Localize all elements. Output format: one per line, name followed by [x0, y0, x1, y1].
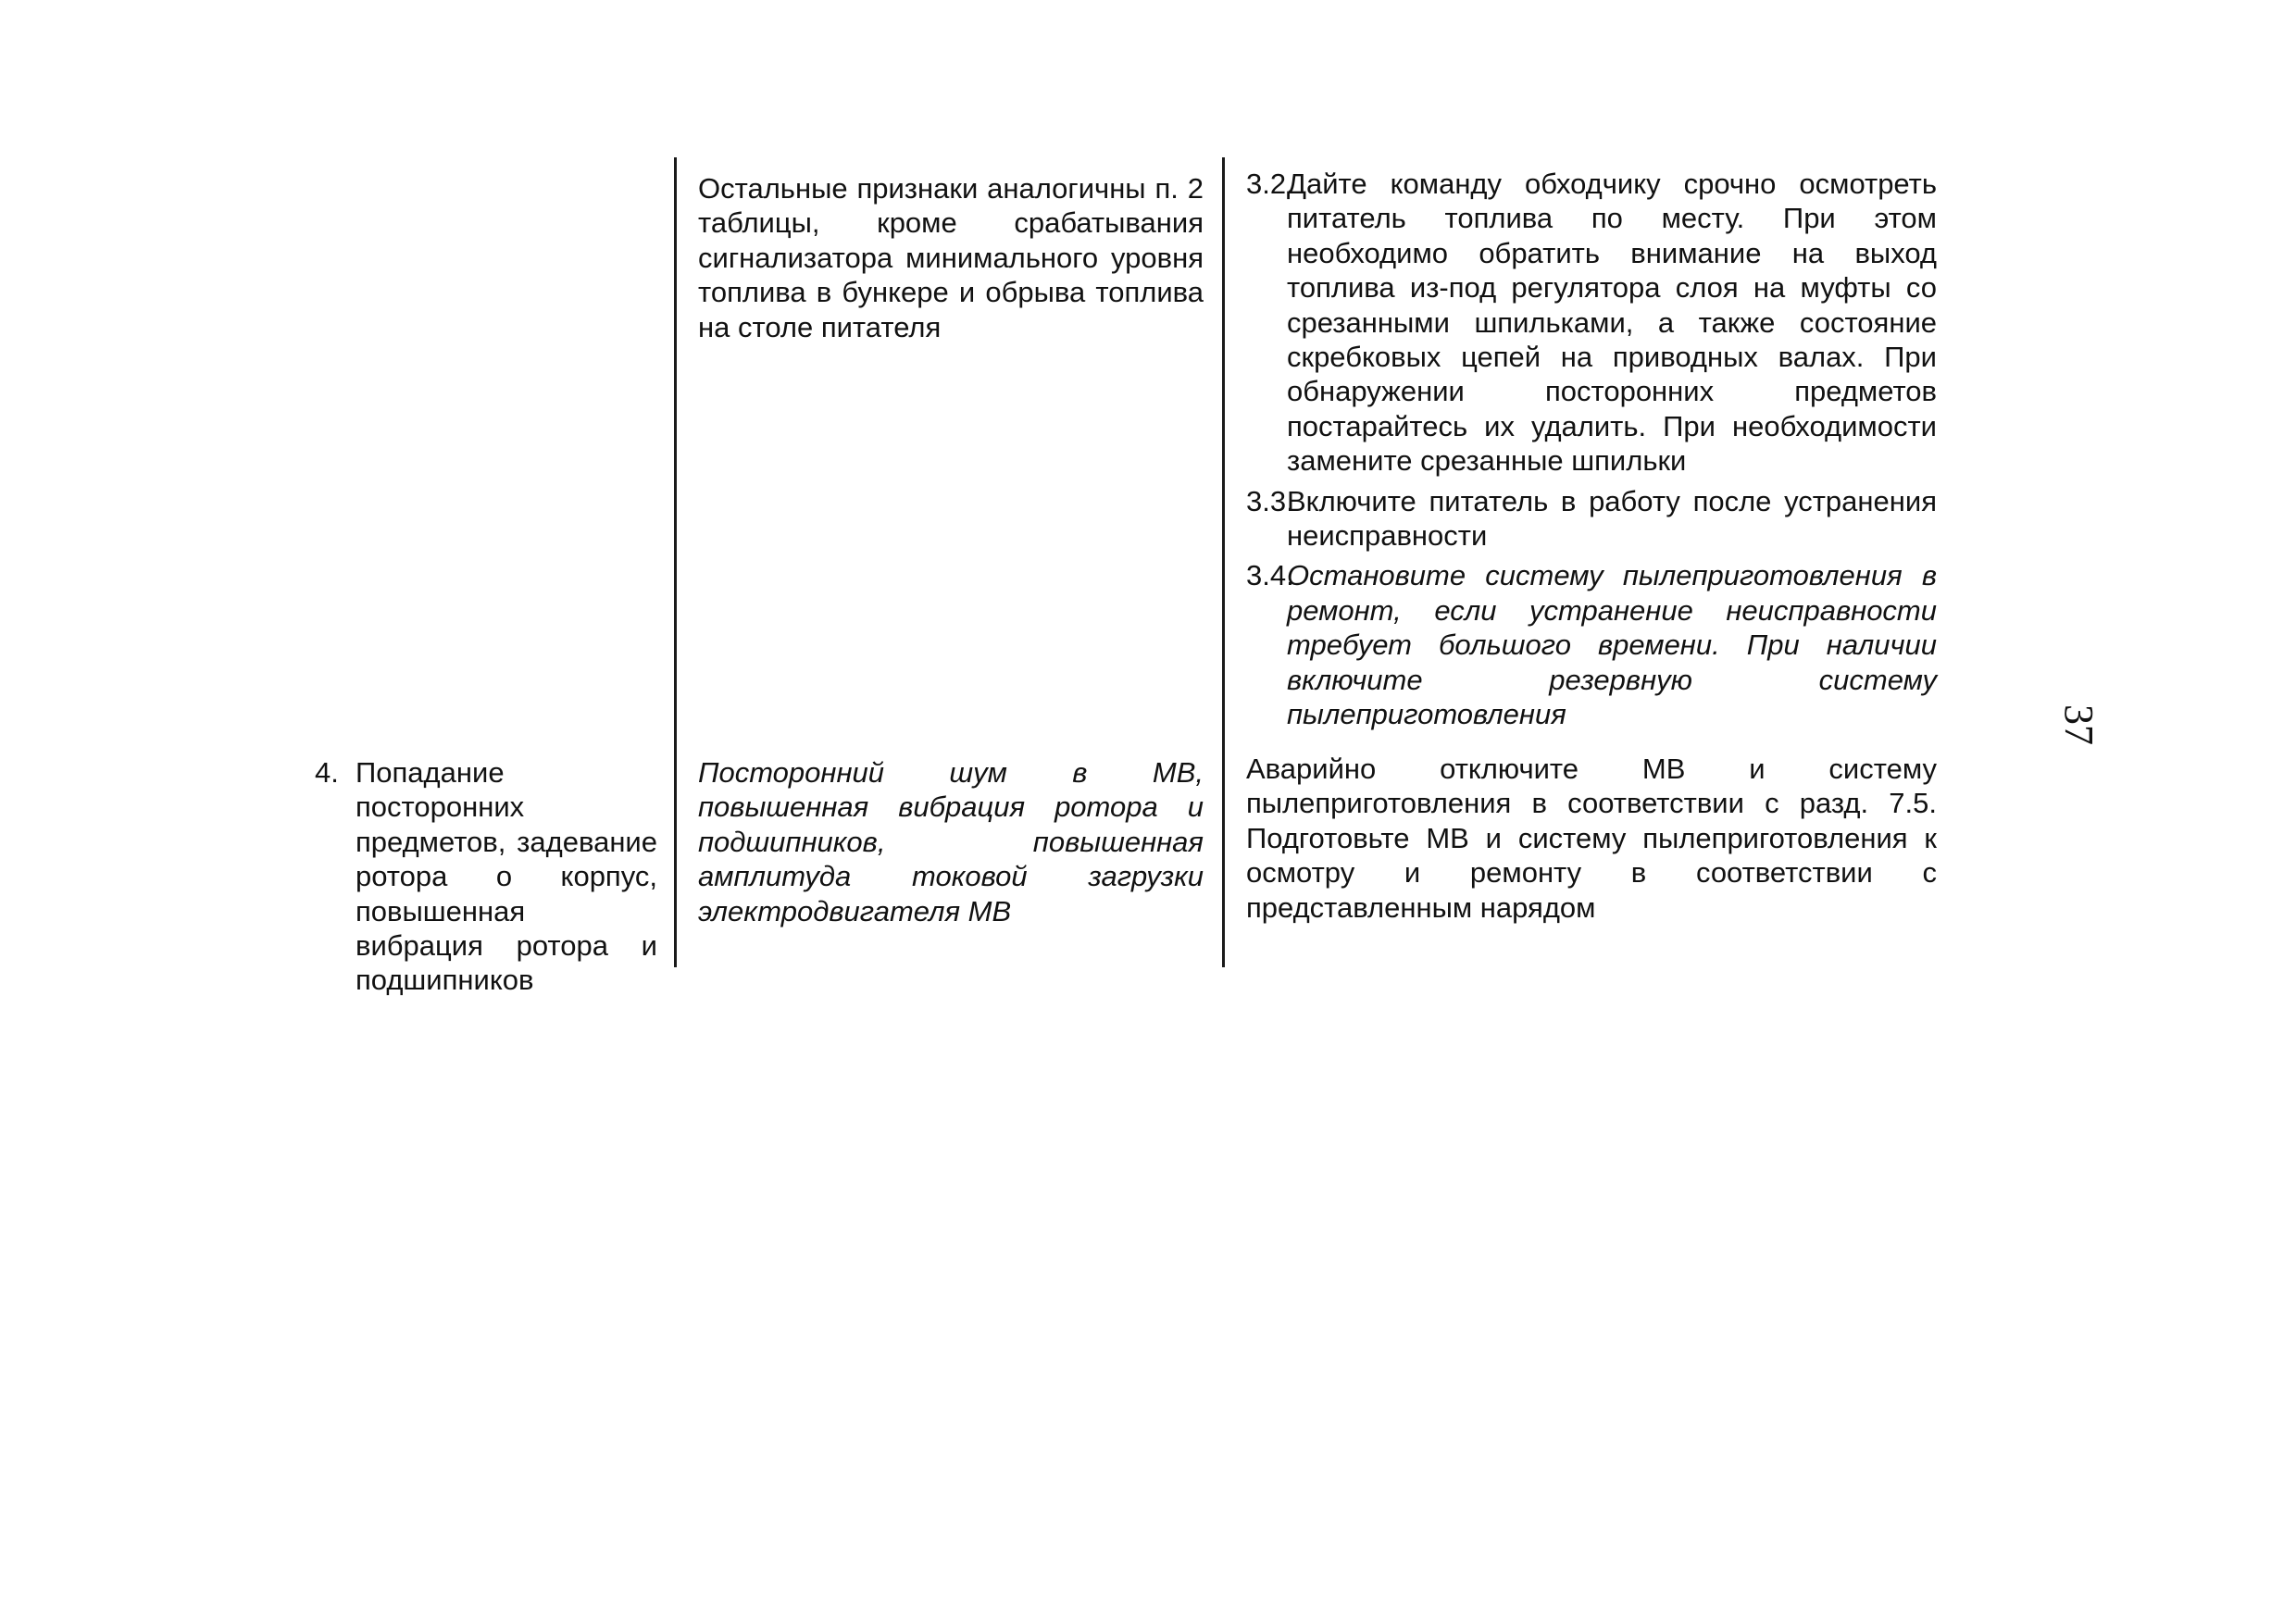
row1-signs-text: Остальные признаки аналогичны п. 2 таблицы, кроме срабатывания сигнализатора минимального уровня топлива в бункере и обрыва топлива на столе питателя — [698, 172, 1204, 343]
row2-signs-cell — [698, 755, 1204, 928]
cause-item-4 — [315, 755, 657, 998]
action-item-3-2 — [1246, 167, 1937, 479]
row2-cause-cell — [315, 755, 657, 998]
action-text: Дайте команду обходчику срочно осмотреть питатель топлива по месту. При этом необходимо обратить внимание на выход топлива из-под регулятора слоя на муфты со срезанными шпильками, а также состояние скребковых цепей на приводных валах. При обнаружении посторонних предметов постарайтесь их удалить. При необходимости замените срезанные шпильки — [1287, 168, 1937, 478]
action-item-3-3 — [1246, 484, 1937, 554]
action-number: 3.3. — [1246, 484, 1294, 517]
action-text: Включите питатель в работу после устранения неисправности — [1287, 484, 1937, 553]
row1-actions-cell — [1246, 167, 1937, 732]
column-divider-left — [674, 157, 677, 967]
cause-text: Попадание посторонних предметов, задевание ротора о корпус, повышенная вибрация ротора и подшипников — [356, 756, 657, 997]
row1-signs-cell — [698, 171, 1204, 344]
action-number: 3.4. — [1246, 559, 1294, 592]
action-text: Остановите систему пылеприготовления в ремонт, если устранение неисправности требует большого времени. При наличии включите резервную систему пылеприготовления — [1287, 559, 1937, 731]
row2-signs-text: Посторонний шум в МВ, повышенная вибрация ротора и подшипников, повышенная амплитуда токовой загрузки электродвигателя МВ — [698, 756, 1204, 927]
row2-action-text: Аварийно отключите МВ и систему пылеприготовления в соответствии с разд. 7.5. Подготовьте МВ и систему пылеприготовления к осмотру и ремонту в соответствии с представленным нарядом — [1246, 753, 1937, 924]
action-number: 3.2. — [1246, 168, 1294, 200]
column-divider-right — [1222, 157, 1225, 967]
cause-number: 4. — [315, 756, 339, 789]
page-number: 37 — [2056, 704, 2102, 745]
action-item-3-4 — [1246, 558, 1937, 731]
row2-actions-cell — [1246, 752, 1937, 925]
